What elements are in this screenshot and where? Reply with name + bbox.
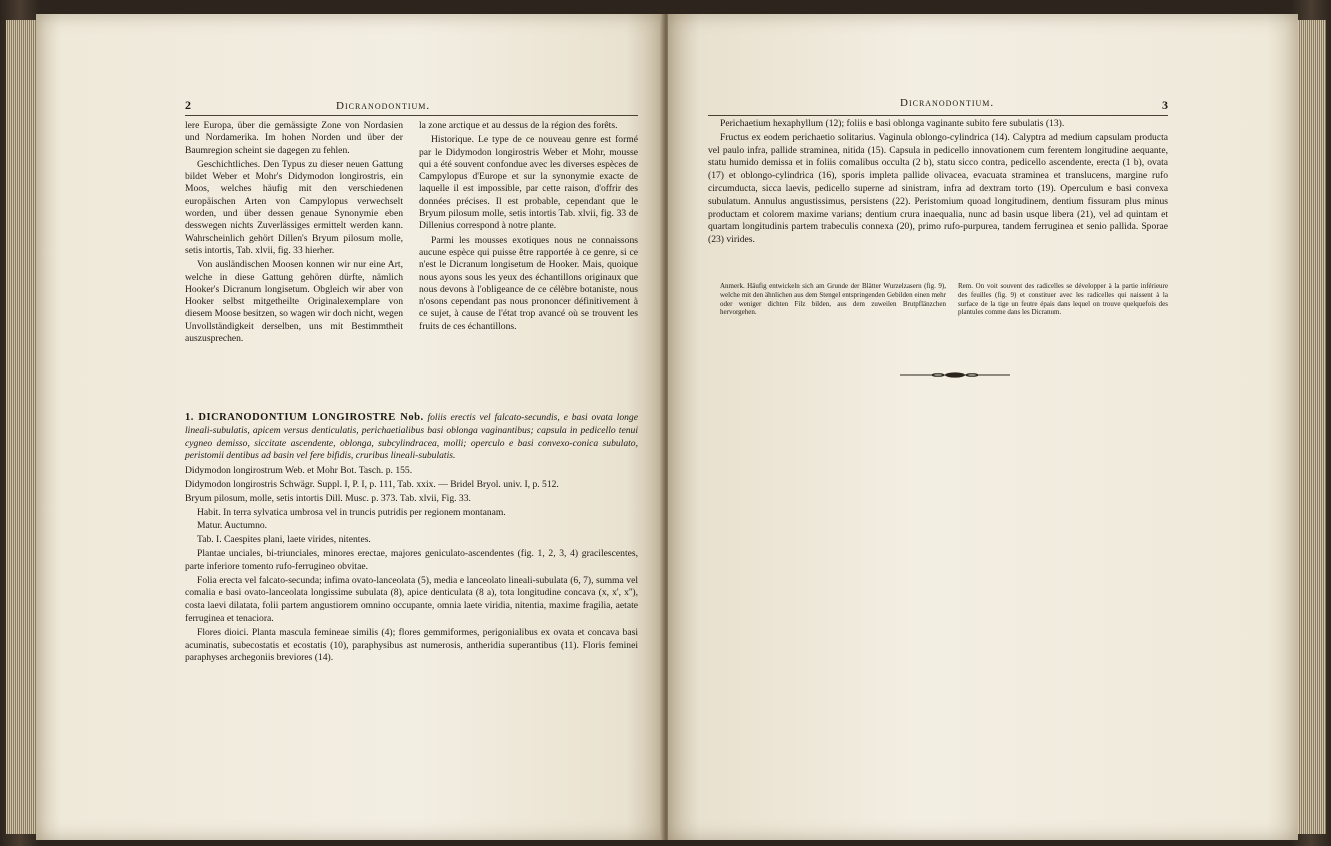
description-paragraph: Flores dioici. Planta mascula femineae similis (4); flores gemmiformes, perigonialibus ex ovata et concava basi acuminatis, subecostatis et ecostatis (10), paraphysibus ast numerosis, antheridia superantibus (11). Floris feminei paraphyses archegoniis breviores (14). — [185, 626, 638, 664]
column-german — [185, 120, 403, 347]
paragraph: Geschichtliches. Den Typus zu dieser neuen Gattung bildet Weber et Mohr's Didymodon longirostris, ein Moos, welches häufig mit den verschiedenen europäischen Arten von Campylopus verwechselt worden, und über dessen genaue Synonymie eben desswegen nichts Zuverlässiges ermittelt werden kann. Wahrscheinlich gehört Dillen's Bryum pilosum molle, setis intortis, Tab. xlvii, fig. 33 hierher. — [185, 158, 403, 256]
page-edges-right — [1298, 20, 1326, 834]
header-rule-right — [708, 115, 1168, 116]
description-paragraph: Matur. Auctumno. — [197, 520, 268, 532]
running-head-right: Dicranodontium. — [900, 97, 995, 109]
running-head-left: Dicranodontium. — [336, 100, 431, 112]
page-number-right: 3 — [1162, 98, 1168, 112]
species-heading: 1. DICRANODONTIUM LONGIROSTRE Nob. — [185, 412, 424, 423]
description-paragraph: Tab. I. Caespites plani, laete virides, nitentes. — [197, 534, 371, 546]
note-german: Anmerk. Häufig entwickeln sich am Grunde der Blätter Wurzelzasern (fig. 9), welche mit den ähnlichen aus dem Stengel entspringenden Gebilden einen mehr oder weniger dichten Filz bilden, aus dem zuweilen Brutpflänzchen hervorgehen. — [720, 282, 946, 317]
paragraph: Historique. Le type de ce nouveau genre est formé par le Didymodon longirostris Weber et Mohr, mousse qui a été souvent confondue avec les diverses espèces de Campylopus d'Europe et sur la synonymie exacte de laquelle il est impossible, par cette raison, d'offrir des données précises. Il est probable, cependant que le Bryum pilosum molle, setis intortis Tab. xlvii, fig. 33 de Dillenius correspond à notre plante. — [419, 134, 638, 232]
paragraph: Perichaetium hexaphyllum (12); foliis e basi oblonga vaginante subito fere subulatis (13). — [720, 118, 1065, 129]
description-paragraph: Folia erecta vel falcato-secunda; infima ovato-lanceolata (5), media e lanceolato lineali-subulata (6, 7), summa vel comalia e basi ovato-lanceolata longissime subulata (8), apice denticulata (8 a), tota longitudine concava (x, x', x''), costa laevi dilatata, folii partem angustiorem omnino occupante, omnia laete viridia, nitentia, maxime fragilia, aetate ferruginea et tenaciora. — [185, 574, 638, 624]
paragraph: la zone arctique et au dessus de la région des forêts. — [419, 120, 618, 131]
paragraph: Fructus ex eodem perichaetio solitarius. Vaginula oblongo-cylindrica (14). Calyptra ad medium capsulam producta vel paulo infra, pallide straminea, nitida (15). Capsula in pedicello innovationem cum ferentem longitudine aequante, statu humido demissa et in foliis comalibus occulta (2 b), statu sicco contra, pedicello ascendente, erecta (1 b), ovata (17) et oblongo-cylindrica (16), sporis impleta pallide olivacea, evacuata straminea et translucens, margine rufo circumducta, sicca laevis, pedicello superne ad sinistram, infra ad dextram torto (19). Operculum e basi convexa subulatum. Annulus angustissimus, persistens (22). Peristomium quoad longitudinem, dentium fissuram plus minus productam et colorem maxime varians; dentium crura inaequalia, nunc ad basin usque libera (21), vel ad quintam et quartam longitudinis partem trabeculis connexa (20), primo rufo-purpurea, tandem ferruginea et senio pallida. Sporae (23) virides. — [708, 131, 1168, 246]
header-rule-left — [185, 115, 638, 116]
column-french — [419, 120, 638, 335]
description-paragraph: Habit. In terra sylvatica umbrosa vel in truncis putridis per regionem montanam. — [197, 506, 506, 518]
right-body — [708, 118, 1168, 248]
paragraph: Parmi les mousses exotiques nous ne connaissons aucune espèce qui puisse être rapportée à ce genre, si ce n'est le Dicranum longisetum de Hooker. Mais, quoique nous ayons sous les yeux des échantillons originaux que nous devons à l'obligeance de ce célèbre botaniste, nous n'osons cependant pas nous prononcer définitivement à ce sujet, à cause de l'état trop avancé où se trouvent les fruits de ces échantillons. — [419, 234, 638, 332]
page-number-left: 2 — [185, 98, 191, 112]
description-paragraph: Plantae unciales, bi-triunciales, minores erectae, majores geniculato-ascendentes (fig. 1, 2, 3, 4) gracilescentes, parte inferiore tomento rufo-ferrugineo obvitae. — [185, 547, 638, 572]
note-french: Rem. On voit souvent des radicelles se développer à la partie inférieure des feuilles (fig. 9) et constituer avec les radicelles qui naissent à la surface de la tige un feutre épais dans lequel on trouve quelquefois des plantules comme dans les Dicranum. — [958, 282, 1168, 317]
paragraph: lere Europa, über die gemässigte Zone von Nordasien und Nordamerika. Im hohen Norden und über der Baumregion scheint sie dagegen zu fehlen. — [185, 120, 403, 156]
right-page — [668, 14, 1298, 840]
species-diagnosis: foliis erectis vel falcato-secundis, e basi ovata longe lineali-subulatis, apicem versus denticulatis, perichaetialibus basi oblonga vaginantibus; capsula in pedicello tenui cygneo demisso, siccitate ascendente, oblonga, subcylindracea, molli; operculo e basi convexo-conica subulato, peristomii dentibus ad basin vel fere bifidis, cruribus lineali-subulatis. — [185, 412, 638, 462]
left-page — [36, 14, 664, 840]
page-edges-left — [6, 20, 36, 834]
synonym: Didymodon longirostris Schwägr. Suppl. I, P. I, p. 111, Tab. xxix. — Bridel Bryol. univ. I, p. 512. — [185, 478, 559, 490]
paragraph: Von ausländischen Moosen konnen wir nur eine Art, welche in diese Gattung gehören dürfte, nämlich Hooker's Dicranum longisetum. Obgleich wir aber von Hooker selbst mitgetheilte Originalexemplare von diesem Moose besitzen, so wagen wir doch nicht, wegen Unvollständigkeit derselben, uns mit Bestimmtheit auszusprechen. — [185, 259, 403, 345]
species-section — [185, 412, 638, 666]
synonym: Bryum pilosum, molle, setis intortis Dill. Musc. p. 373. Tab. xlvii, Fig. 33. — [185, 492, 471, 504]
ornament-divider-icon — [900, 371, 1010, 379]
synonym: Didymodon longirostrum Web. et Mohr Bot. Tasch. p. 155. — [185, 465, 413, 477]
